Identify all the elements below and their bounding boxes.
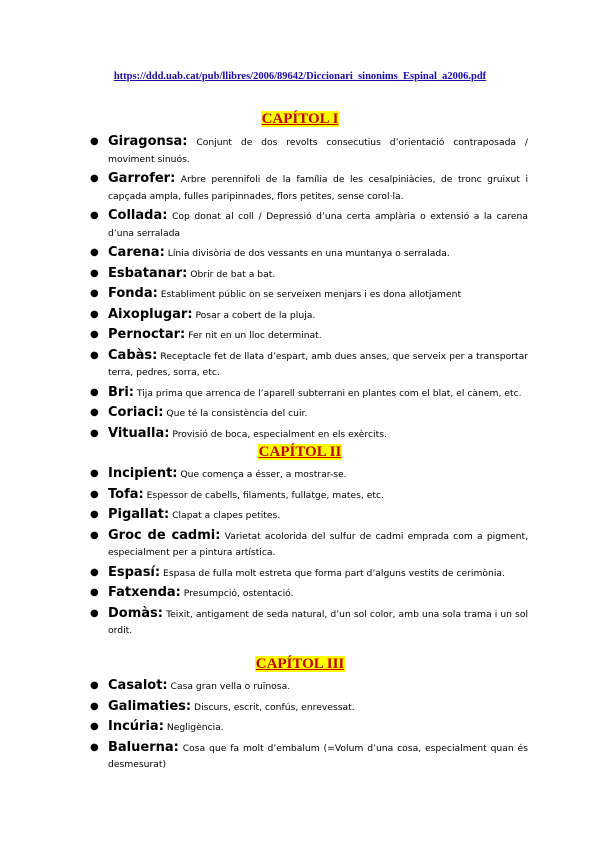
chapter-title — [0, 653, 600, 673]
list-item — [90, 266, 528, 284]
list-item — [90, 208, 528, 242]
source-link[interactable]: https://ddd.uab.cat/pub/llibres/2006/89642/Diccionari_sinonims_Espinal_a2006.pdf — [113, 71, 487, 82]
entry-definition: Cosa que fa molt d’embalum (=Volum d’una cosa, especialment quan és desmesurat) — [108, 742, 528, 770]
entry-term: Incúria: — [108, 719, 164, 734]
list-item — [90, 606, 528, 640]
entry-definition: Conjunt de dos revolts consecutius d’orientació contraposada / moviment sinuós. — [108, 137, 528, 165]
entry-term: Giragonsa: — [108, 134, 188, 149]
entry-term: Collada: — [108, 208, 168, 223]
entry-term: Baluerna: — [108, 739, 179, 755]
entry-definition: Posar a cobert de la pluja. — [195, 309, 316, 321]
list-item — [90, 385, 528, 403]
chapter-1-title: CAPÍTOL I — [261, 111, 339, 127]
entry-term: Garrofer: — [108, 171, 176, 186]
entry-definition: Espasa de fulla molt estreta que forma part d’alguns vestits de cerimònia. — [163, 567, 505, 579]
entry-definition: Negligència. — [166, 722, 224, 733]
entry-term: Fonda: — [108, 286, 158, 301]
list-item — [90, 327, 528, 345]
entry-definition: Línia divisòria de dos vessants en una muntanya o serralada. — [167, 248, 450, 259]
list-item — [90, 528, 528, 562]
entry-definition: Espessor de cabells, filaments, fullatge, mates, etc. — [146, 489, 384, 501]
entry-definition: Cop donat al coll / Depressió d’una certa amplària o extensió a la carena d’una serralada — [108, 211, 528, 239]
entry-term: Casalot: — [108, 678, 168, 693]
entry-term: Coriaci: — [108, 405, 164, 420]
list-item — [90, 134, 528, 168]
entry-definition: Casa gran vella o ruïnosa. — [170, 681, 291, 692]
entry-definition: Presumpció, ostentació. — [183, 588, 294, 599]
entry-definition: Clapat a clapes petites. — [172, 510, 281, 521]
entry-term: Cabàs: — [108, 347, 158, 363]
entry-term: Esbatanar: — [108, 265, 188, 281]
chapter-title — [0, 108, 600, 128]
chapter-title — [0, 441, 600, 461]
list-item — [90, 678, 528, 696]
list-item — [90, 565, 528, 583]
entry-term: Incipient: — [108, 466, 178, 481]
list-item — [90, 740, 528, 774]
entry-definition: Obrir de bat a bat. — [190, 268, 276, 280]
entry-term: Domàs: — [108, 605, 163, 621]
chapter-1-entries — [90, 134, 528, 446]
entry-definition: Fer nit en un lloc determinat. — [188, 330, 322, 341]
entry-term: Vitualla: — [108, 425, 170, 441]
list-item — [90, 307, 528, 325]
list-item — [90, 699, 528, 717]
list-item — [90, 466, 528, 484]
entry-term: Groc de cadmi: — [108, 527, 221, 543]
entry-definition: Varietat acolorida del sulfur de cadmi emprada com a pigment, especialment per a pintura artística. — [108, 530, 528, 558]
list-item — [90, 286, 528, 304]
entry-term: Carena: — [108, 245, 165, 260]
entry-term: Fatxenda: — [108, 585, 181, 600]
list-item — [90, 245, 528, 263]
list-item — [90, 585, 528, 603]
chapter-3-entries — [90, 678, 528, 777]
list-item — [90, 507, 528, 525]
chapter-2-title: CAPÍTOL II — [258, 444, 342, 460]
entry-term: Galimaties: — [108, 698, 192, 714]
entry-term: Espasí: — [108, 564, 161, 580]
list-item — [90, 719, 528, 737]
entry-definition: Tija prima que arrenca de l’aparell subterrani en plantes com el blat, el cànem, etc. — [136, 387, 522, 399]
entry-definition: Provisió de boca, especialment en els exèrcits. — [172, 428, 387, 440]
entry-term: Pernoctar: — [108, 327, 186, 342]
chapter-3-title: CAPÍTOL III — [255, 656, 345, 672]
chapter-2-entries — [90, 466, 528, 643]
entry-definition: Receptacle fet de llata d’espart, amb dues anses, que serveix per a transportar terra, pedres, sorra, etc. — [108, 350, 529, 378]
list-item — [90, 487, 528, 505]
entry-term: Pigallat: — [108, 507, 170, 522]
entry-term: Aixoplugar: — [108, 306, 193, 322]
entry-term: Bri: — [108, 384, 134, 400]
list-item — [90, 171, 528, 205]
list-item — [90, 405, 528, 423]
entry-definition: Que comença a ésser, a mostrar-se. — [180, 469, 347, 480]
entry-definition: Que té la consistència del cuir. — [166, 408, 308, 419]
entry-definition: Arbre perennifoli de la família de les cesalpiniàcies, de tronc gruixut i capçada ampla, fulles paripinnades, flors petites, sense corol·la. — [108, 174, 529, 202]
list-item — [90, 348, 528, 382]
entry-definition: Establiment públic on se serveixen menjars i es dona allotjament — [160, 289, 462, 300]
entry-definition: Teixit, antigament de seda natural, d’un sol color, amb una sola trama i un sol ordit. — [108, 608, 528, 636]
entry-definition: Discurs, escrit, confús, enrevessat. — [194, 701, 355, 713]
entry-term: Tofa: — [108, 486, 144, 502]
